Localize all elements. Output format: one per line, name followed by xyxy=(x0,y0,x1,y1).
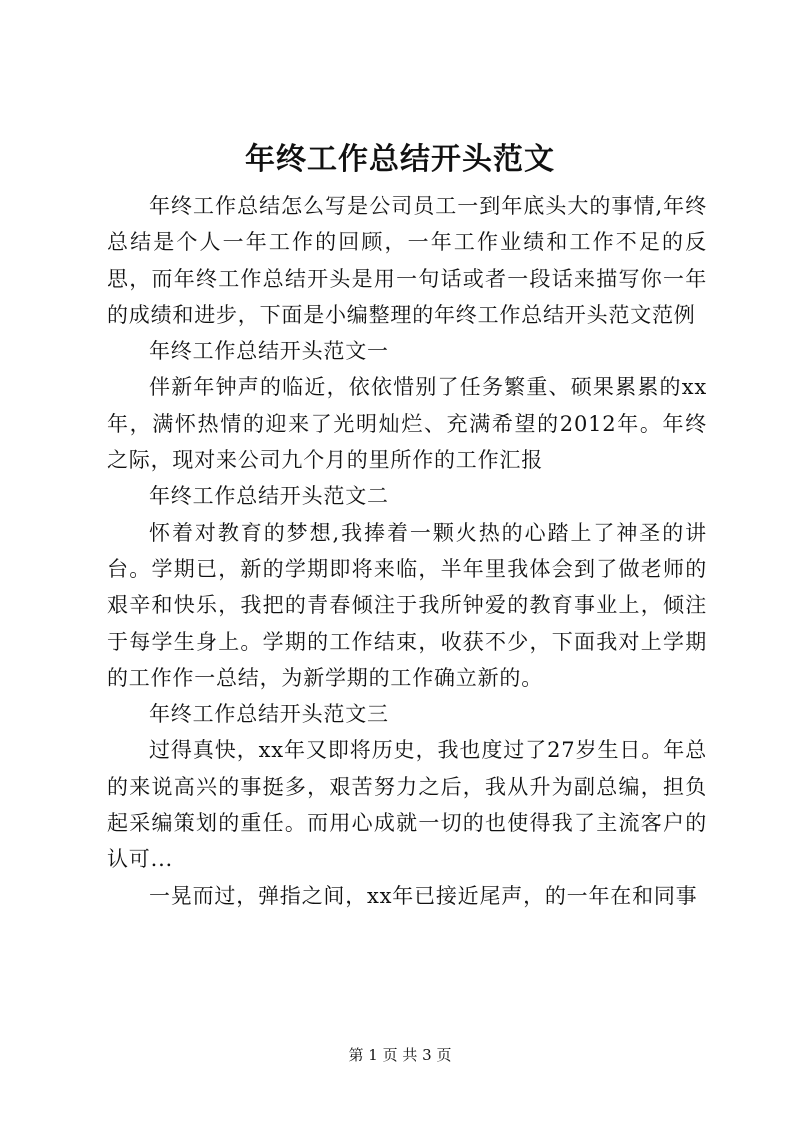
intro-paragraph: 年终工作总结怎么写是公司员工一到年底头大的事情,年终总结是个人一年工作的回顾，一年工作业绩和工作不足的反思，而年终工作总结开头是用一句话或者一段话来描写你一年的成绩和进步，下面是小编整理的年终工作总结开头范文范例 xyxy=(107,194,707,327)
section-heading-2: 年终工作总结开头范文二 xyxy=(149,484,389,509)
section-paragraph-2: 怀着对教育的梦想,我捧着一颗火热的心踏上了神圣的讲台。学期已，新的学期即将来临，半年里我体会到了做老师的艰辛和快乐，我把的青春倾注于我所钟爱的教育事业上，倾注于每学生身上。学期的工作结束，收获不少，下面我对上学期的工作作一总结，为新学期的工作确立新的。 xyxy=(107,520,707,690)
section-paragraph-1: 伴新年钟声的临近，依依惜别了任务繁重、硕果累累的xx年，满怀热情的迎来了光明灿烂、充满希望的2012年。年终之际，现对来公司九个月的里所作的工作汇报 xyxy=(107,375,707,473)
section-paragraph-3: 过得真快，xx年又即将历史，我也度过了27岁生日。年总的来说高兴的事挺多，艰苦努力之后，我从升为副总编，担负起采编策划的重任。而用心成就一切的也使得我了主流客户的认可... xyxy=(107,738,707,872)
document-body xyxy=(107,188,707,914)
closing-paragraph: 一晃而过，弹指之间，xx年已接近尾声，的一年在和同事 xyxy=(149,883,698,908)
document-title: 年终工作总结开头范文 xyxy=(245,142,555,177)
section-heading-3: 年终工作总结开头范文三 xyxy=(149,702,389,727)
page-number-footer: 第 1 页 共 3 页 xyxy=(348,1046,452,1064)
section-heading-1: 年终工作总结开头范文一 xyxy=(149,339,389,364)
